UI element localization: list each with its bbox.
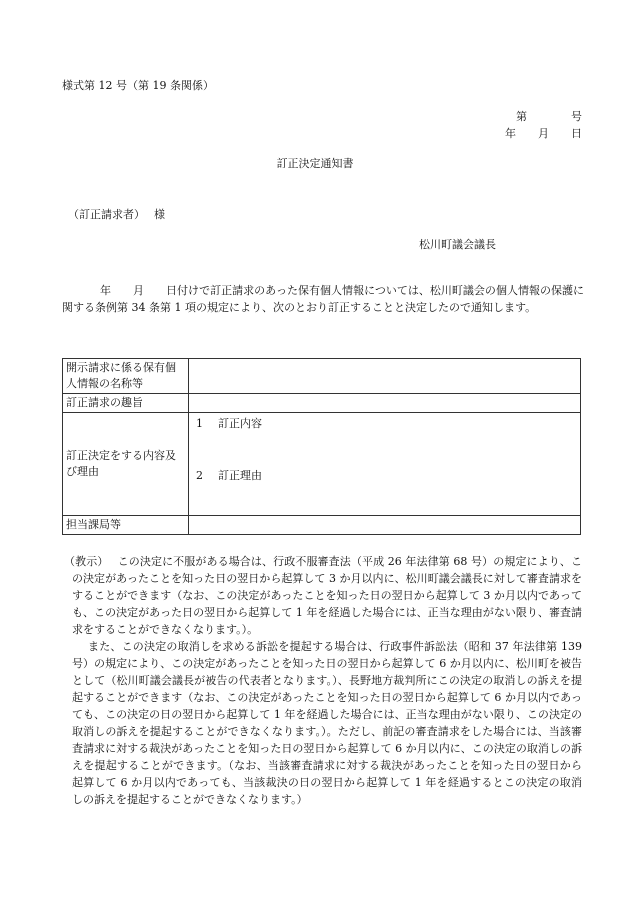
table-row — [63, 394, 581, 413]
correction-table — [62, 358, 581, 535]
table-row — [63, 413, 581, 516]
decision-item-number: 2 — [196, 469, 203, 482]
document-number: 第 号 — [516, 110, 582, 123]
sender-line: 松川町議会議長 — [419, 238, 496, 251]
instruction-notice — [62, 553, 582, 808]
decision-item-number: 1 — [196, 417, 203, 430]
row-value-request-purpose — [189, 394, 581, 413]
row-value-info-name — [189, 359, 581, 394]
decision-item-content — [192, 416, 577, 432]
notice-paragraph-appeal: （教示） この決定に不服がある場合は、行政不服審査法（平成 26 年法律第 68 号）の規定により、この決定があったことを知った日の翌日から起算して 3 か月以内に、松川町議会議長に対して審査請求をすることができます（なお、この決定があったことを知った日の翌日から起算して 3 か月以内であっても、この決定があった日の翌日から起算して 1 年を経過した場合には、正当な理由がない限り、審査請求をすることができなくなります。）。 — [64, 555, 582, 636]
body-paragraph: 年 月 日付けで訂正請求のあった保有個人情報については、松川町議会の個人情報の保護に関する条例第 34 条第 1 項の規定により、次のとおり訂正することと決定したので通知します。 — [62, 284, 584, 314]
decision-item-reason — [192, 468, 577, 484]
notice-paragraph-lawsuit: また、この決定の取消しを求める訴訟を提起する場合は、行政事件訴訟法（昭和 37 年法律第 139 号）の規定により、この決定があったことを知った日の翌日から起算して 6 か月以内に、松川町を被告として（松川町議会議長が被告の代表者となります。）、長野地方裁判所にこの決定の取消しの訴えを提起することができます（なお、この決定があったことを知った日の翌日から起算して 6 か月以内であっても、この決定の日の翌日から起算して 1 年を経過した場合には、正当な理由がない限り、この決定の取消しの訴えを提起することができなくなります。）。ただし、前記の審査請求をした場合には、当該審査請求に対する裁決があったことを知った日の翌日から起算して 6 か月以内に、この決定の取消しの訴えを提起することができます。（なお、当該審査請求に対する裁決があったことを知った日の翌日から起算して 6 か月以内であっても、当該裁決の日の翌日から起算して 1 年を経過するとこの決定の取消しの訴えを提起することができなくなります。） — [72, 640, 582, 806]
decision-item-label: 訂正理由 — [218, 469, 262, 482]
decision-item-label: 訂正内容 — [218, 417, 262, 430]
form-number: 様式第 12 号（第 19 条関係） — [62, 79, 214, 92]
row-label-request-purpose: 訂正請求の趣旨 — [63, 394, 189, 413]
document-title: 訂正決定通知書 — [276, 157, 354, 170]
row-label-decision: 訂正決定をする内容及び理由 — [63, 413, 189, 516]
table-row — [63, 516, 581, 535]
row-label-info-name: 開示請求に係る保有個人情報の名称等 — [63, 359, 189, 394]
row-value-department — [189, 516, 581, 535]
document-date: 年 月 日 — [505, 127, 582, 140]
row-value-decision — [189, 413, 581, 516]
row-label-department: 担当課局等 — [63, 516, 189, 535]
requester-line: （訂正請求者） 様 — [68, 208, 165, 221]
table-row — [63, 359, 581, 394]
